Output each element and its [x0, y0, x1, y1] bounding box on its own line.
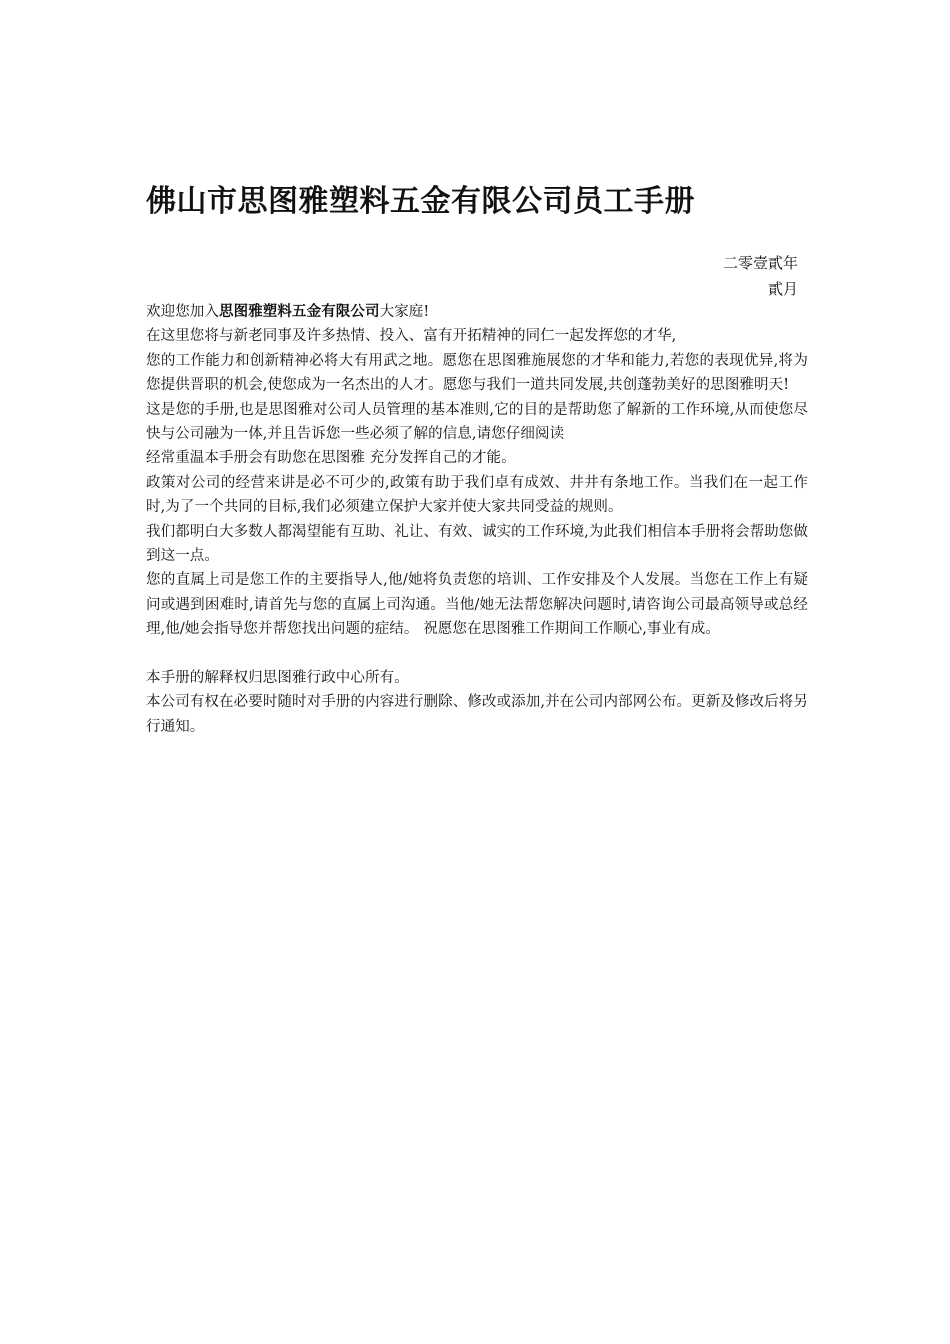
date-year: 二零壹貳年 — [722, 254, 798, 272]
paragraph-8: 本手册的解释权归思图雅行政中心所有。 — [146, 670, 409, 687]
date-month: 貳月 — [767, 280, 798, 298]
document-title: 佛山市思图雅塑料五金有限公司员工手册 — [146, 184, 695, 219]
paragraph-6: 我们都明白大多数人都渴望能有互助、礼让、有效、诚实的工作环境,为此我们相信本手册将会帮助您做到这一点。 — [146, 523, 808, 565]
paragraph-4: 经常重温本手册会有助您在思图雅 充分发挥自己的才能。 — [146, 450, 516, 467]
paragraph-1: 在这里您将与新老同事及许多热情、投入、富有开拓精神的同仁一起发挥您的才华, — [146, 328, 677, 345]
welcome-suffix: 大家庭! — [379, 304, 430, 320]
paragraph-7: 您的直属上司是您工作的主要指导人,他/她将负责您的培训、工作安排及个人发展。当您在工作上有疑问或遇到困难时,请首先与您的直属上司沟通。当他/她无法帮您解决问题时,请咨询公司最高领导或总经理,他/她会指导您并帮您找出问题的症结。 祝愿您在思图雅工作期间工作顺心,事业有成。 — [146, 572, 808, 638]
company-name: 思图雅塑料五金有限公司 — [219, 303, 380, 320]
paragraph-5: 政策对公司的经营来讲是必不可少的,政策有助于我们卓有成效、井井有条地工作。当我们在一起工作时,为了一个共同的目标,我们必须建立保护大家并使大家共同受益的规则。 — [146, 474, 808, 516]
document-body — [146, 300, 808, 739]
paragraph-2: 您的工作能力和创新精神必将大有用武之地。愿您在思图雅施展您的才华和能力,若您的表现优异,将为您提供晋职的机会,使您成为一名杰出的人才。愿您与我们一道共同发展,共创蓬勃美好的思图雅明天! — [146, 352, 808, 394]
date-block — [723, 250, 798, 302]
welcome-line — [146, 300, 808, 324]
paragraph-3: 这是您的手册,也是思图雅对公司人员管理的基本准则,它的目的是帮助您了解新的工作环境,从而使您尽快与公司融为一体,并且告诉您一些必须了解的信息,请您仔细阅读 — [146, 401, 808, 443]
paragraph-spacer — [146, 642, 808, 666]
welcome-prefix: 欢迎您加入 — [146, 304, 219, 320]
paragraph-9: 本公司有权在必要时随时对手册的内容进行删除、修改或添加,并在公司内部网公布。更新及修改后将另行通知。 — [146, 694, 808, 735]
